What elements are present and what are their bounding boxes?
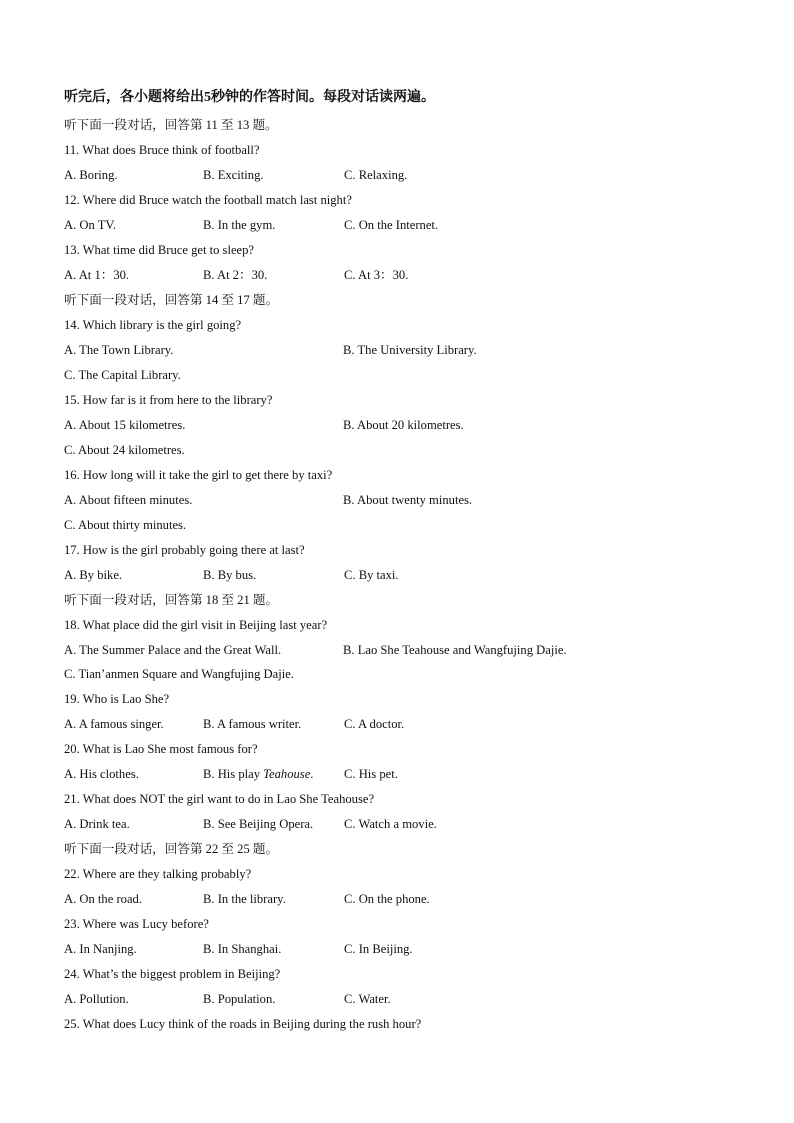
option-13-a: A. At 1：30.	[64, 268, 130, 282]
option-21-b: B. See Beijing Opera.	[203, 817, 314, 831]
question-21: 21. What does NOT the girl want to do in Lao She Teahouse?	[64, 792, 375, 806]
question-20: 20. What is Lao She most famous for?	[64, 742, 258, 756]
option-14-b: B. The University Library.	[343, 343, 477, 357]
question-22: 22. Where are they talking probably?	[64, 867, 252, 881]
option-11-b: B. Exciting.	[203, 168, 264, 182]
option-18-b: B. Lao She Teahouse and Wangfujing Dajie.	[343, 643, 567, 657]
option-12-a: A. On TV.	[64, 218, 117, 232]
option-13-c: C. At 3：30.	[344, 268, 409, 282]
option-14-c: C. The Capital Library.	[64, 368, 181, 382]
option-15-b: B. About 20 kilometres.	[343, 418, 464, 432]
question-23: 23. Where was Lucy before?	[64, 917, 209, 931]
option-13-b: B. At 2：30.	[203, 268, 268, 282]
option-19-a: A. A famous singer.	[64, 717, 164, 731]
option-19-b: B. A famous writer.	[203, 717, 302, 731]
option-22-b: B. In the library.	[203, 892, 286, 906]
question-25: 25. What does Lucy think of the roads in Beijing during the rush hour?	[64, 1017, 422, 1031]
option-21-c: C. Watch a movie.	[344, 817, 437, 831]
question-16: 16. How long will it take the girl to get there by taxi?	[64, 468, 333, 482]
option-23-c: C. In Beijing.	[344, 942, 413, 956]
option-20-b	[203, 766, 313, 782]
option-12-c: C. On the Internet.	[344, 218, 439, 232]
option-17-a: A. By bike.	[64, 568, 123, 582]
option-24-c: C. Water.	[344, 992, 391, 1006]
instruction-heading: 听完后，各小题将给出5秒钟的作答时间。每段对话读两遍。	[64, 90, 435, 105]
option-20-b-tail: .	[310, 767, 314, 781]
option-18-a: A. The Summer Palace and the Great Wall.	[64, 643, 282, 657]
option-12-b: B. In the gym.	[203, 218, 276, 232]
option-20-b-text: B. His play	[203, 767, 264, 781]
question-12: 12. Where did Bruce watch the football match last night?	[64, 193, 352, 207]
option-16-c: C. About thirty minutes.	[64, 518, 187, 532]
section-header: 听下面一段对话，回答第 18 至 21 题。	[64, 593, 279, 607]
section-header: 听下面一段对话，回答第 11 至 13 题。	[64, 118, 278, 132]
option-24-b: B. Population.	[203, 992, 276, 1006]
option-14-a: A. The Town Library.	[64, 343, 174, 357]
option-20-b-italic: Teahouse	[263, 767, 311, 781]
question-19: 19. Who is Lao She?	[64, 692, 170, 706]
option-17-b: B. By bus.	[203, 568, 257, 582]
section-header: 听下面一段对话，回答第 14 至 17 题。	[64, 293, 279, 307]
option-21-a: A. Drink tea.	[64, 817, 130, 831]
question-24: 24. What’s the biggest problem in Beijing?	[64, 967, 281, 981]
option-16-a: A. About fifteen minutes.	[64, 493, 193, 507]
question-15: 15. How far is it from here to the library?	[64, 393, 273, 407]
option-15-a: A. About 15 kilometres.	[64, 418, 186, 432]
question-18: 18. What place did the girl visit in Beijing last year?	[64, 618, 328, 632]
option-19-c: C. A doctor.	[344, 717, 405, 731]
question-14: 14. Which library is the girl going?	[64, 318, 242, 332]
option-11-a: A. Boring.	[64, 168, 118, 182]
question-11: 11. What does Bruce think of football?	[64, 143, 260, 157]
section-header: 听下面一段对话，回答第 22 至 25 题。	[64, 842, 279, 856]
option-22-c: C. On the phone.	[344, 892, 430, 906]
question-17: 17. How is the girl probably going there at last?	[64, 543, 305, 557]
option-20-a: A. His clothes.	[64, 767, 139, 781]
option-23-b: B. In Shanghai.	[203, 942, 282, 956]
option-16-b: B. About twenty minutes.	[343, 493, 473, 507]
option-17-c: C. By taxi.	[344, 568, 399, 582]
option-23-a: A. In Nanjing.	[64, 942, 137, 956]
option-11-c: C. Relaxing.	[344, 168, 408, 182]
question-13: 13. What time did Bruce get to sleep?	[64, 243, 255, 257]
option-15-c: C. About 24 kilometres.	[64, 443, 185, 457]
option-24-a: A. Pollution.	[64, 992, 129, 1006]
option-18-c: C. Tian’anmen Square and Wangfujing Dajie.	[64, 667, 294, 681]
option-20-c: C. His pet.	[344, 767, 398, 781]
option-22-a: A. On the road.	[64, 892, 142, 906]
